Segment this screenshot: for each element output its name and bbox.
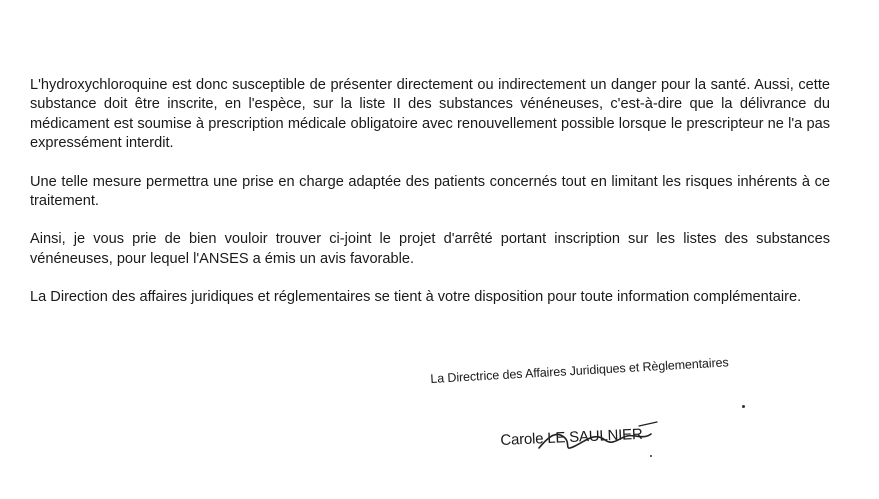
paragraph-measure: Une telle mesure permettra une prise en charge adaptée des patients concernés tout en limitant les risques inhérents à ce traitement. xyxy=(30,173,830,210)
scan-speck xyxy=(650,455,652,457)
letter-body xyxy=(30,76,830,327)
paragraph-contact: La Direction des affaires juridiques et réglementaires se tient à votre disposition pour toute information complémentaire. xyxy=(30,289,802,306)
signatory-name: Carole LE SAULNIER xyxy=(500,425,643,449)
signatory-title: La Directrice des Affaires Juridiques et Règlementaires xyxy=(430,355,729,386)
scan-speck xyxy=(742,405,745,408)
paragraph-danger: L'hydroxychloroquine est donc susceptible de présenter directement ou indirectement un danger pour la santé. Aussi, cette substance doit être inscrite, en l'espèce, sur la liste II des substances vénéneuses, c'est-à-dire que la délivrance du médicament est soumise à prescription médicale obligatoire avec renouvellement possible lorsque le prescripteur ne l'a pas expressément interdit. xyxy=(30,77,830,152)
paragraph-attachment: Ainsi, je vous prie de bien vouloir trouver ci-joint le projet d'arrêté portant inscription sur les listes des substances vénéneuses, pour lequel l'ANSES a émis un avis favorable. xyxy=(30,231,830,267)
